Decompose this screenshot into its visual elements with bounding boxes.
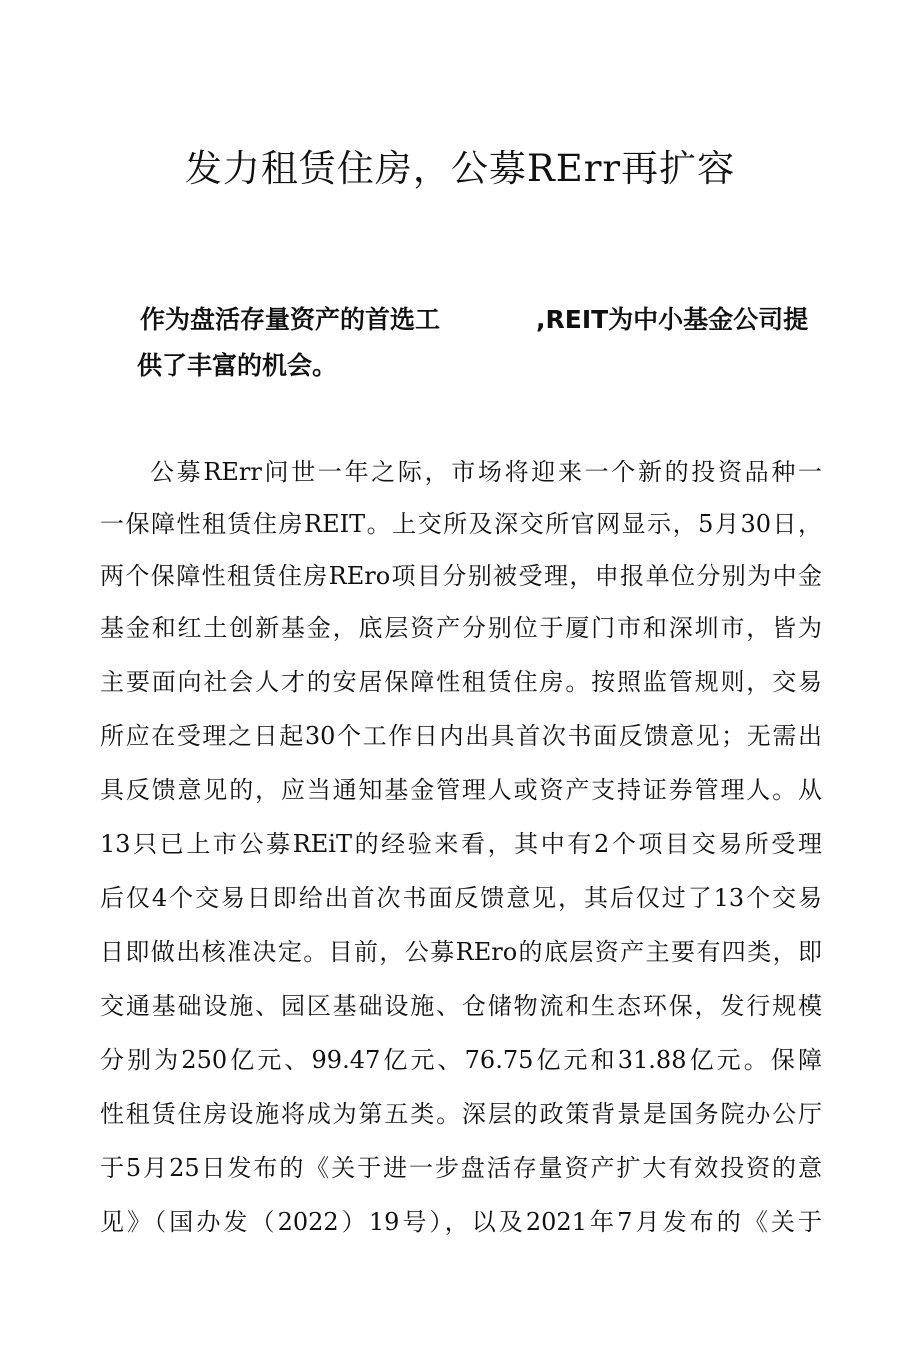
lead-line-2: 供了丰富的机会。 <box>137 351 338 380</box>
document-title: 发力租赁住房，公募RErr再扩容 <box>184 147 736 190</box>
body-line: 基金和红土创新基金，底层资产分别位于厦门市和深圳市，皆为 <box>100 614 822 642</box>
body-line: 所应在受理之日起30个工作日内出具首次书面反馈意见；无需出 <box>100 722 822 750</box>
lead-line-1-part-1: 作为盘活存量资产的首选工 <box>140 305 441 334</box>
body-line: 见》（国办发（2022）19号），以及2021年7月发布的《关于 <box>100 1208 822 1236</box>
body-line: 主要面向社会人才的安居保障性租赁住房。按照监管规则，交易 <box>100 668 822 696</box>
body-line: 交通基础设施、园区基础设施、仓储物流和生态环保，发行规模 <box>100 992 822 1020</box>
body-line: 公募RErr问世一年之际，市场将迎来一个新的投资品种一 <box>150 458 822 486</box>
body-line: 具反馈意见的，应当通知基金管理人或资产支持证券管理人。从 <box>100 776 822 804</box>
body-line: 性租赁住房设施将成为第五类。深层的政策背景是国务院办公厅 <box>100 1100 822 1128</box>
lead-line-1-part-2: ,REIT为中小基金公司提 <box>536 305 809 334</box>
body-line: 于5月25日发布的《关于进一步盘活存量资产扩大有效投资的意 <box>100 1154 822 1182</box>
body-line: 13只已上市公募REiT的经验来看，其中有2个项目交易所受理 <box>100 830 822 858</box>
body-line: 分别为250亿元、99.47亿元、76.75亿元和31.88亿元。保障 <box>100 1046 822 1074</box>
body-line: 一保障性租赁住房REIT。上交所及深交所官网显示，5月30日， <box>100 510 822 538</box>
body-line: 两个保障性租赁住房REro项目分别被受理，申报单位分别为中金 <box>100 562 822 590</box>
body-line: 日即做出核准决定。目前，公募REro的底层资产主要有四类，即 <box>100 938 822 966</box>
body-line: 后仅4个交易日即给出首次书面反馈意见，其后仅过了13个交易 <box>100 884 822 912</box>
